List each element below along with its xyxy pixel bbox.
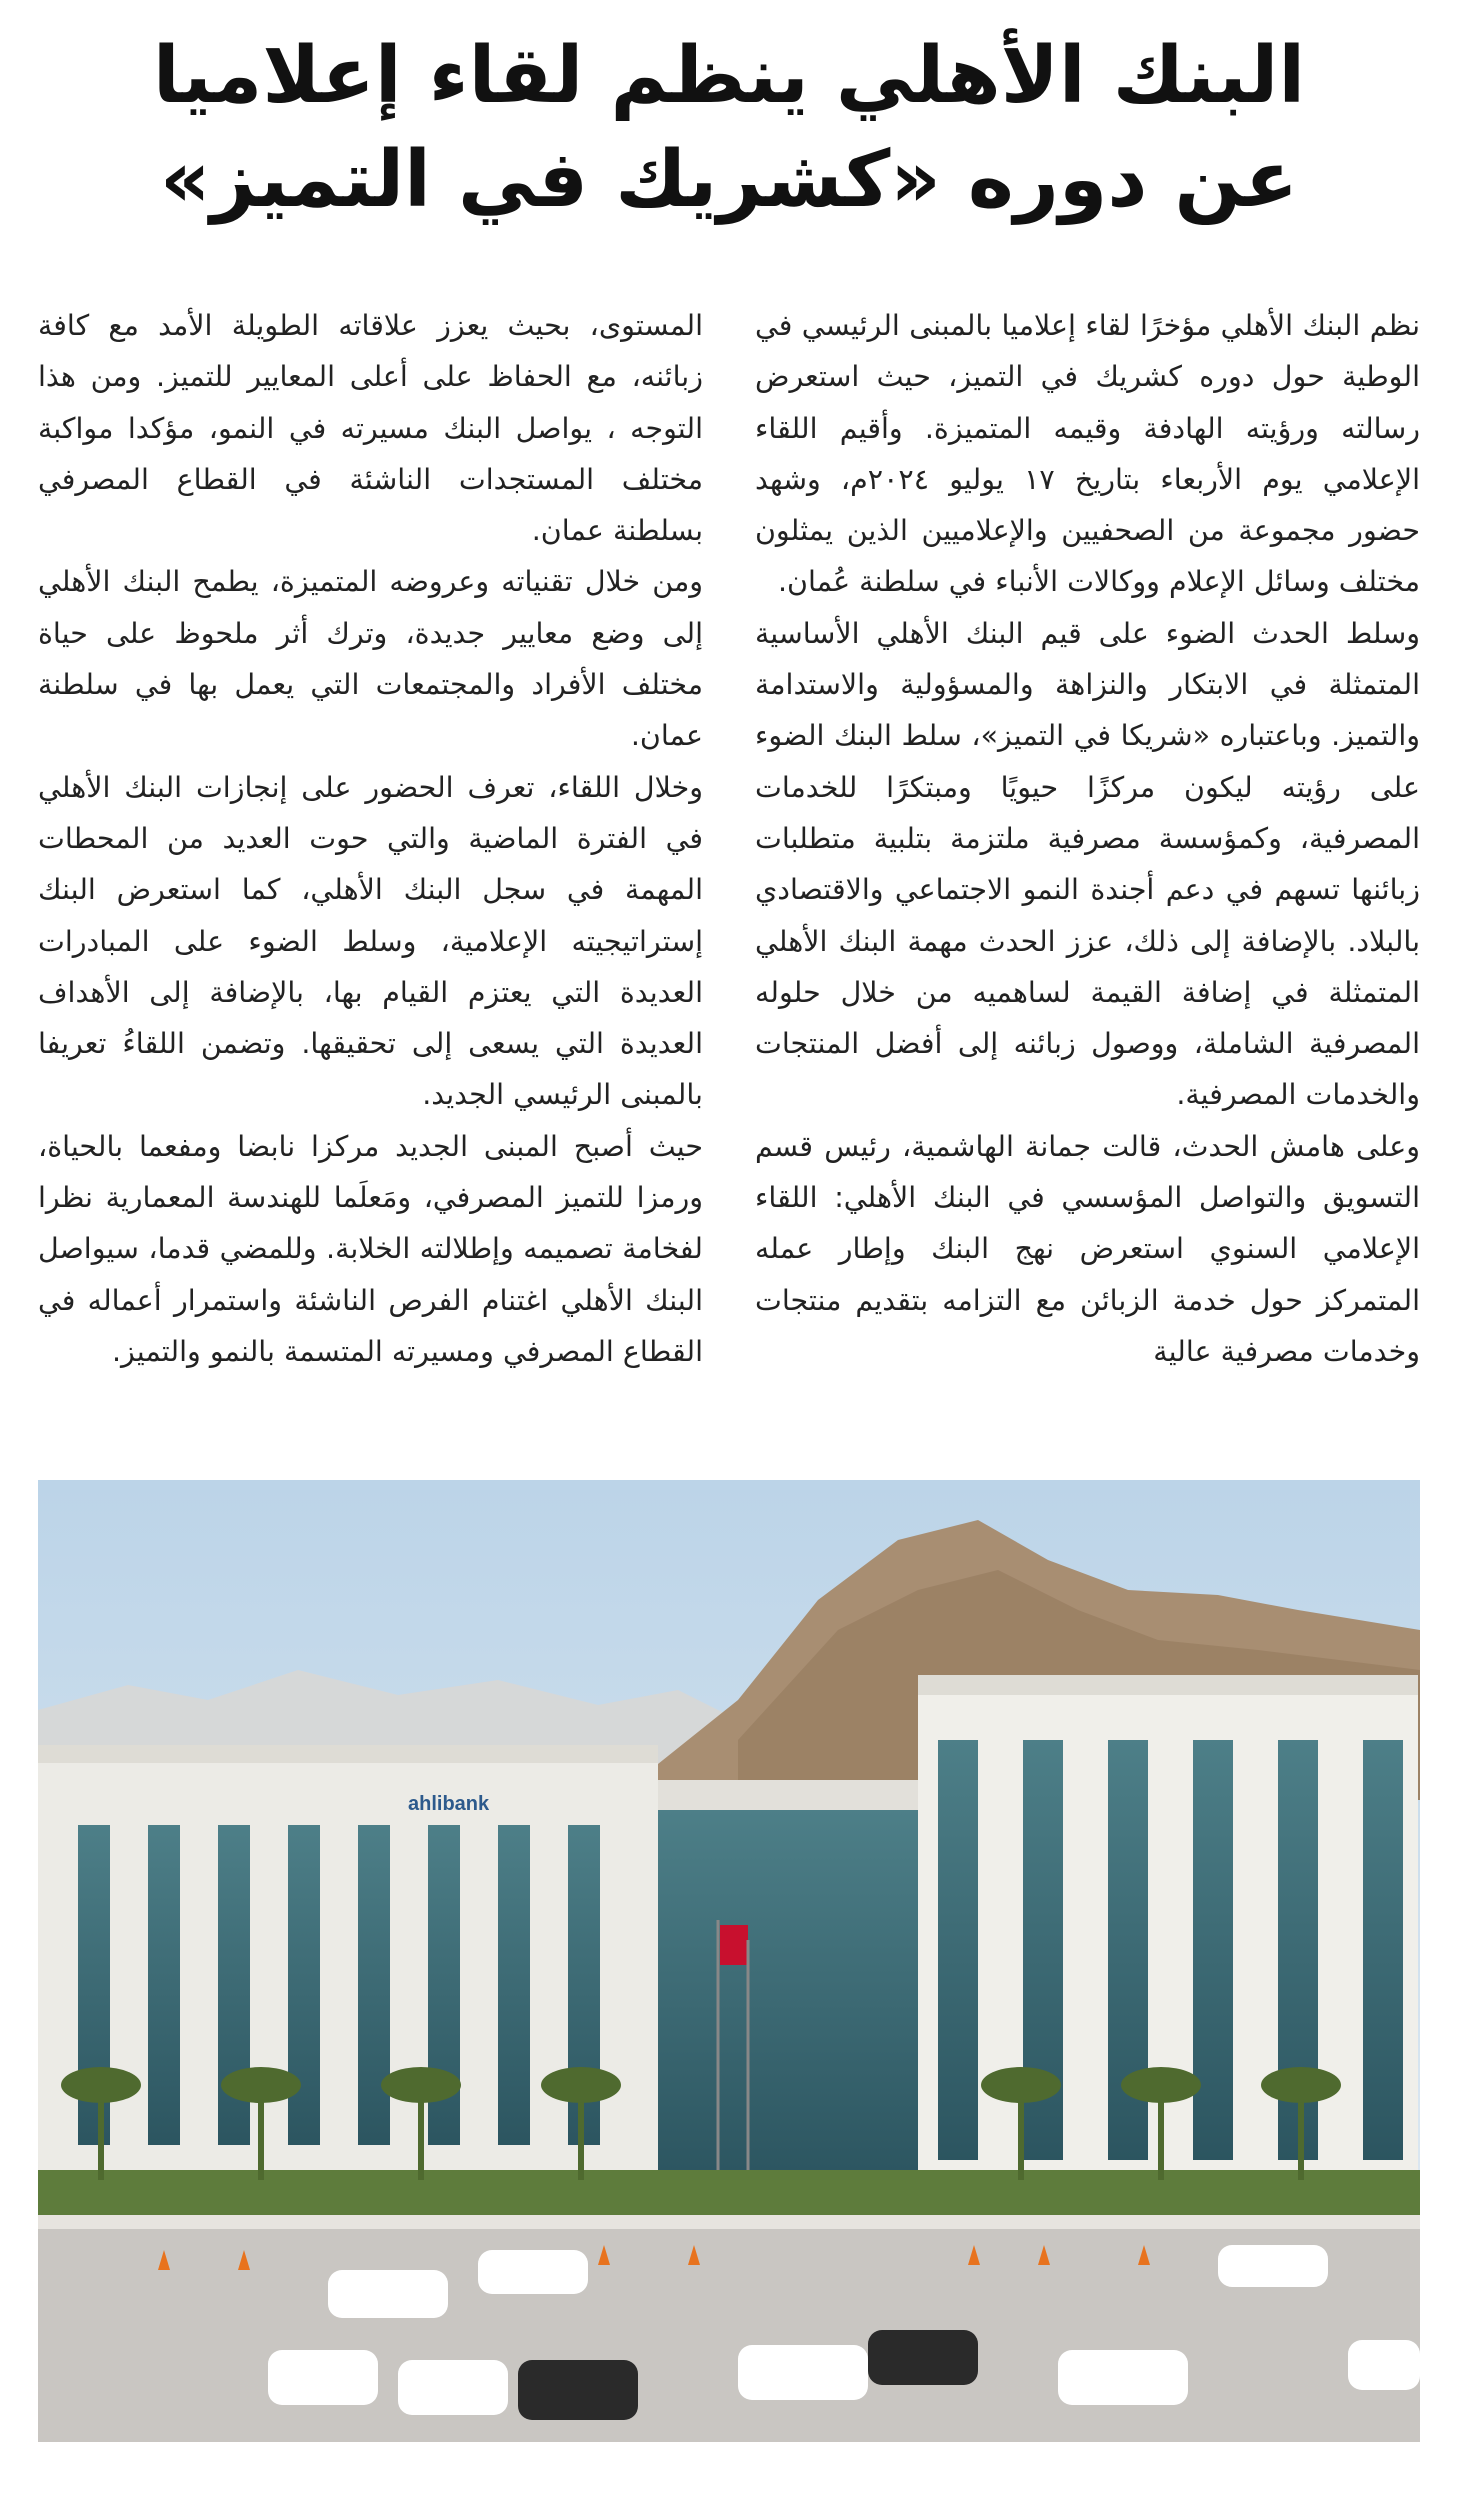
article-paragraph: المستوى، بحيث يعزز علاقاته الطويلة الأمد مع كافة زبائنه، مع الحفاظ على أعلى المعايير للتميز. ومن هذا التوجه ، يواصل البنك مسيرته في النمو، مؤكدا مواكبة مختلف المستجدات الناشئة في القطاع المصرفي بسلطنة عمان. (38, 309, 703, 548)
article-paragraph: ومن خلال تقنياته وعروضه المتميزة، يطمح البنك الأهلي إلى وضع معايير جديدة، وترك أثر ملحوظ على حياة مختلف الأفراد والمجتمعات التي يعمل بها في سلطنة عمان. (38, 565, 703, 753)
headline-line-1: البنك الأهلي ينظم لقاء إعلاميا (152, 31, 1306, 121)
article-paragraph: نظم البنك الأهلي مؤخرًا لقاء إعلاميا بالمبنى الرئيسي في الوطية حول دوره كشريك في التميز، حيث استعرض رسالته ورؤيته الهادفة وقيمه المتميزة. وأقيم اللقاء الإعلامي يوم الأربعاء بتاريخ ١٧ يوليو ٢٠٢٤م، وشهد حضور مجموعة من الصحفيين والإعلاميين الذين يمثلون مختلف وسائل الإعلام ووكالات الأنباء في سلطنة عُمان. (755, 309, 1420, 599)
greenery (38, 2170, 1420, 2215)
headline (0, 0, 1458, 232)
article-column-right (755, 300, 1420, 1377)
road (38, 2215, 1420, 2442)
right-building (918, 1675, 1418, 2185)
bank-sign: ahlibank (408, 1793, 490, 1815)
headline-line-2: عن دوره «كشريك في التميز» (159, 135, 1298, 225)
article-paragraph: وسلط الحدث الضوء على قيم البنك الأهلي الأساسية المتمثلة في الابتكار والنزاهة والمسؤولية والاستدامة والتميز. وباعتباره «شريكا في التميز»، سلط البنك الضوء على رؤيته ليكون مركزًا حيويًا ومبتكرًا للخدمات المصرفية، وكمؤسسة مصرفية ملتزمة بتلبية متطلبات زبائنها تسهم في دعم أجندة النمو الاجتماعي والاقتصادي بالبلاد. بالإضافة إلى ذلك، عزز الحدث مهمة البنك الأهلي المتمثلة في إضافة القيمة لساهميه من خلال حلوله المصرفية الشاملة، ووصول زبائنه إلى أفضل المنتجات والخدمات المصرفية. (755, 616, 1420, 1112)
left-building (38, 1745, 658, 2185)
article-column-left (38, 300, 703, 1377)
article-paragraph: حيث أصبح المبنى الجديد مركزا نابضا ومفعما بالحياة، ورمزا للتميز المصرفي، ومَعلَما للهندسة المعمارية نظرا لفخامة تصميمه وإطلالته الخلابة. وللمضي قدما، سيواصل البنك الأهلي اغتنام الفرص الناشئة واستمرار أعماله في القطاع المصرفي ومسيرته المتسمة بالنمو والتميز. (38, 1129, 703, 1368)
article-paragraph: وعلى هامش الحدث، قالت جمانة الهاشمية، رئيس قسم التسويق والتواصل المؤسسي في البنك الأهلي: اللقاء الإعلامي السنوي استعرض نهج البنك وإطار عمله المتمركز حول خدمة الزبائن مع التزامه بتقديم منتجات وخدمات مصرفية عالية (755, 1129, 1420, 1368)
glass-atrium (658, 1810, 958, 2180)
bank-building-photo (38, 1480, 1420, 2442)
flag (720, 1925, 748, 1965)
building-illustration (38, 1480, 1420, 2442)
article-paragraph: وخلال اللقاء، تعرف الحضور على إنجازات البنك الأهلي في الفترة الماضية والتي حوت العديد من المحطات المهمة في سجل البنك الأهلي، كما استعرض البنك إستراتيجيته الإعلامية، وسلط الضوء على المبادرات العديدة التي يعتزم القيام بها، بالإضافة إلى الأهداف العديدة التي يسعى إلى تحقيقها. وتضمن اللقاءُ تعريفا بالمبنى الرئيسي الجديد. (38, 770, 703, 1112)
